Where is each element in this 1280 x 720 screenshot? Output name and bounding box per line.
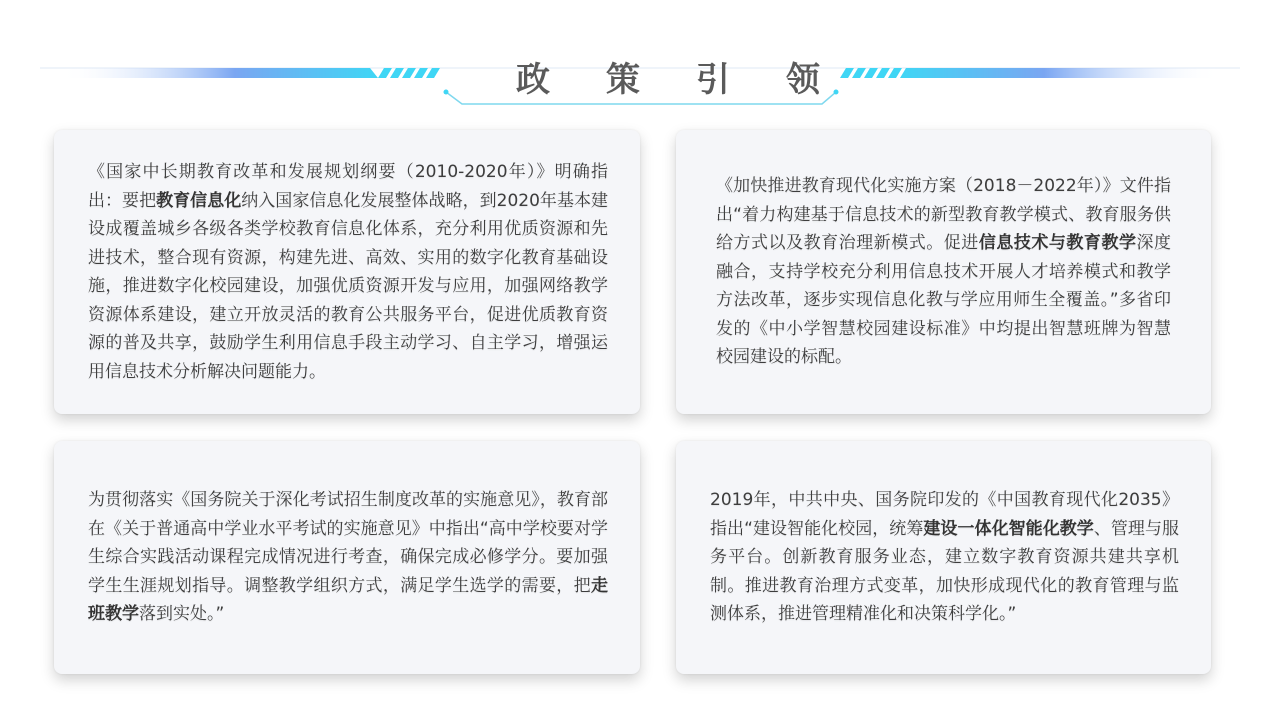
body-text: 为贯彻落实《国务院关于深化考试招生制度改革的实施意见》，教育部在《关于普通高中学业水平考试的实施意见》中指出“高中学校要对学生综合实践活动课程完成情况进行考查，确保完成必修学分。要加强学生生涯规划指导。调整教学组织方式，满足学生选学的需要，把 xyxy=(88,490,608,596)
policy-card-1 xyxy=(54,130,640,414)
highlight-text: 教育信息化 xyxy=(156,190,242,211)
highlight-text: 走班教学 xyxy=(88,575,608,625)
body-text: 纳入国家信息化发展整体战略，到2020年基本建设成覆盖城乡各级各类学校教育信息化体系，充分利用优质资源和先进技术，整合现有资源，构建先进、高效、实用的数字化教育基础设施，推进数字化校园建设，加强优质资源开发与应用，加强网络教学资源体系建设，建立开放灵活的教育公共服务平台，促进优质教育资源的普及共享，鼓励学生利用信息手段主动学习、自主学习，增强运用信息技术分析解决问题能力。 xyxy=(88,190,609,382)
card-text xyxy=(716,172,1171,372)
policy-card-4 xyxy=(676,441,1211,674)
body-text: 2019年，中共中央、国务院印发的《中国教育现代化2035》指出“建设智能化校园，统筹 xyxy=(710,490,1179,539)
policy-card-2 xyxy=(676,130,1211,414)
highlight-text: 建设一体化智能化教学 xyxy=(923,518,1094,539)
card-text xyxy=(88,158,608,386)
page-header xyxy=(0,0,1280,120)
highlight-text: 信息技术与教育教学 xyxy=(978,233,1137,254)
body-text: 落到实处。” xyxy=(139,604,225,625)
policy-card-3 xyxy=(54,441,640,674)
page-title: 政策引领 xyxy=(516,60,876,100)
body-text: 、管理与服务平台。创新教育服务业态，建立数字教育资源共建共享机制。推进教育治理方式变革，加快形成现代化的教育管理与监测体系，推进管理精准化和决策科学化。” xyxy=(710,518,1180,625)
body-text: 深度融合，支持学校充分利用信息技术开展人才培养模式和教学方法改革，逐步实现信息化教与学应用师生全覆盖。”多省印发的《中小学智慧校园建设标准》中均提出智慧班牌为智慧校园建设的标配。 xyxy=(716,233,1172,368)
body-text: 《国家中长期教育改革和发展规划纲要（2010-2020年）》明确指出：要把 xyxy=(88,162,608,211)
body-text: 《加快推进教育现代化实施方案（2018－2022年）》文件指出“着力构建基于信息技术的新型教育教学模式、教育服务供给方式以及教育治理新模式。促进 xyxy=(716,176,1171,254)
card-text xyxy=(710,486,1179,629)
card-text xyxy=(88,486,608,629)
